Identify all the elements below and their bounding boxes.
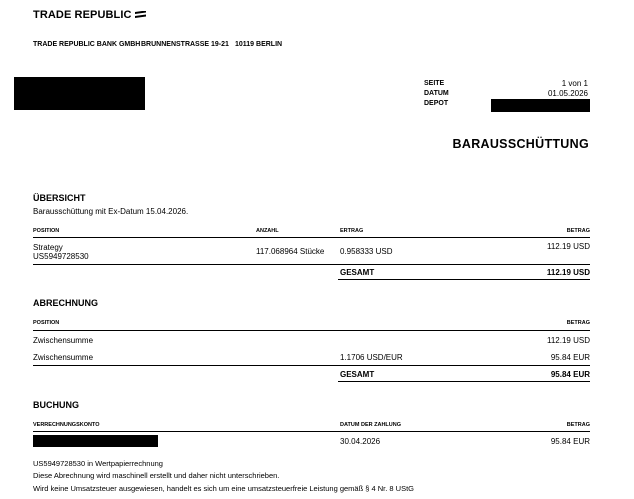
- section-title-abrechnung: ABRECHNUNG: [33, 298, 98, 308]
- section-title-buchung: BUCHUNG: [33, 400, 79, 410]
- depot-label: DEPOT: [424, 100, 449, 107]
- seite-value: 1 von 1: [561, 79, 588, 88]
- abrechnung-row-label: Zwischensumme: [33, 336, 94, 345]
- abrechnung-row-rate: 1.1706 USD/EUR: [340, 353, 403, 362]
- position-name: Strategy: [33, 243, 63, 252]
- col-header-datum: DATUM DER ZAHLUNG: [340, 422, 402, 428]
- divider: [33, 237, 590, 238]
- abrechnung-row-value: 112.19 USD: [547, 336, 590, 345]
- datum-value: 01.05.2026: [547, 89, 588, 98]
- company-logo: [33, 9, 146, 21]
- footer-line: US5949728530 in Wertpapierrechnung: [33, 459, 163, 468]
- col-header-position: POSITION: [33, 228, 60, 234]
- buchung-datum: 30.04.2026: [340, 437, 381, 446]
- uebersicht-subtitle: Barausschüttung mit Ex-Datum 15.04.2026.: [33, 207, 189, 216]
- redacted-depot: [491, 99, 590, 112]
- logo-mark-icon: [135, 11, 146, 19]
- uebersicht-total-label: GESAMT: [340, 268, 375, 277]
- divider: [33, 330, 590, 331]
- abrechnung-row-label: Zwischensumme: [33, 353, 94, 362]
- abrechnung-total-label: GESAMT: [340, 370, 375, 379]
- divider: [33, 365, 590, 366]
- position-anzahl: 117.068964 Stücke: [256, 247, 325, 256]
- seite-label: SEITE: [424, 80, 445, 87]
- footer-line: Diese Abrechnung wird maschinell erstellt und daher nicht unterschrieben.: [33, 471, 280, 480]
- abrechnung-row-value: 95.84 EUR: [550, 353, 590, 362]
- bank-city: 10119 BERLIN: [235, 41, 283, 48]
- redacted-account: [33, 435, 158, 447]
- logo-text: TRADE REPUBLIC: [33, 9, 132, 21]
- document-title: BARAUSSCHÜTTUNG: [452, 137, 589, 151]
- position-isin: US5949728530: [33, 252, 89, 261]
- col-header-anzahl: ANZAHL: [256, 228, 279, 234]
- col-header-konto: VERRECHNUNGSKONTO: [33, 422, 100, 428]
- divider: [33, 431, 590, 432]
- col-header-betrag: BETRAG: [566, 320, 590, 326]
- bank-street: BRUNNENSTRASSE 19-21: [141, 41, 229, 48]
- section-title-uebersicht: ÜBERSICHT: [33, 193, 86, 203]
- col-header-betrag: BETRAG: [566, 228, 590, 234]
- col-header-betrag: BETRAG: [566, 422, 590, 428]
- col-header-ertrag: ERTRAG: [340, 228, 364, 234]
- datum-label: DATUM: [424, 90, 449, 97]
- position-betrag: 112.19 USD: [547, 242, 590, 251]
- uebersicht-total-value: 112.19 USD: [546, 268, 590, 277]
- position-ertrag: 0.958333 USD: [340, 247, 393, 256]
- divider: [338, 279, 590, 280]
- buchung-betrag: 95.84 EUR: [550, 437, 590, 446]
- divider: [338, 381, 590, 382]
- bank-name: TRADE REPUBLIC BANK GMBH: [33, 41, 141, 48]
- col-header-position: POSITION: [33, 320, 60, 326]
- redacted-address: [14, 77, 145, 110]
- abrechnung-total-value: 95.84 EUR: [550, 370, 590, 379]
- divider: [33, 264, 590, 265]
- footer-line: Wird keine Umsatzsteuer ausgewiesen, handelt es sich um eine umsatzsteuerfreie Leistung gemäß § 4 Nr. 8 UStG: [33, 484, 415, 493]
